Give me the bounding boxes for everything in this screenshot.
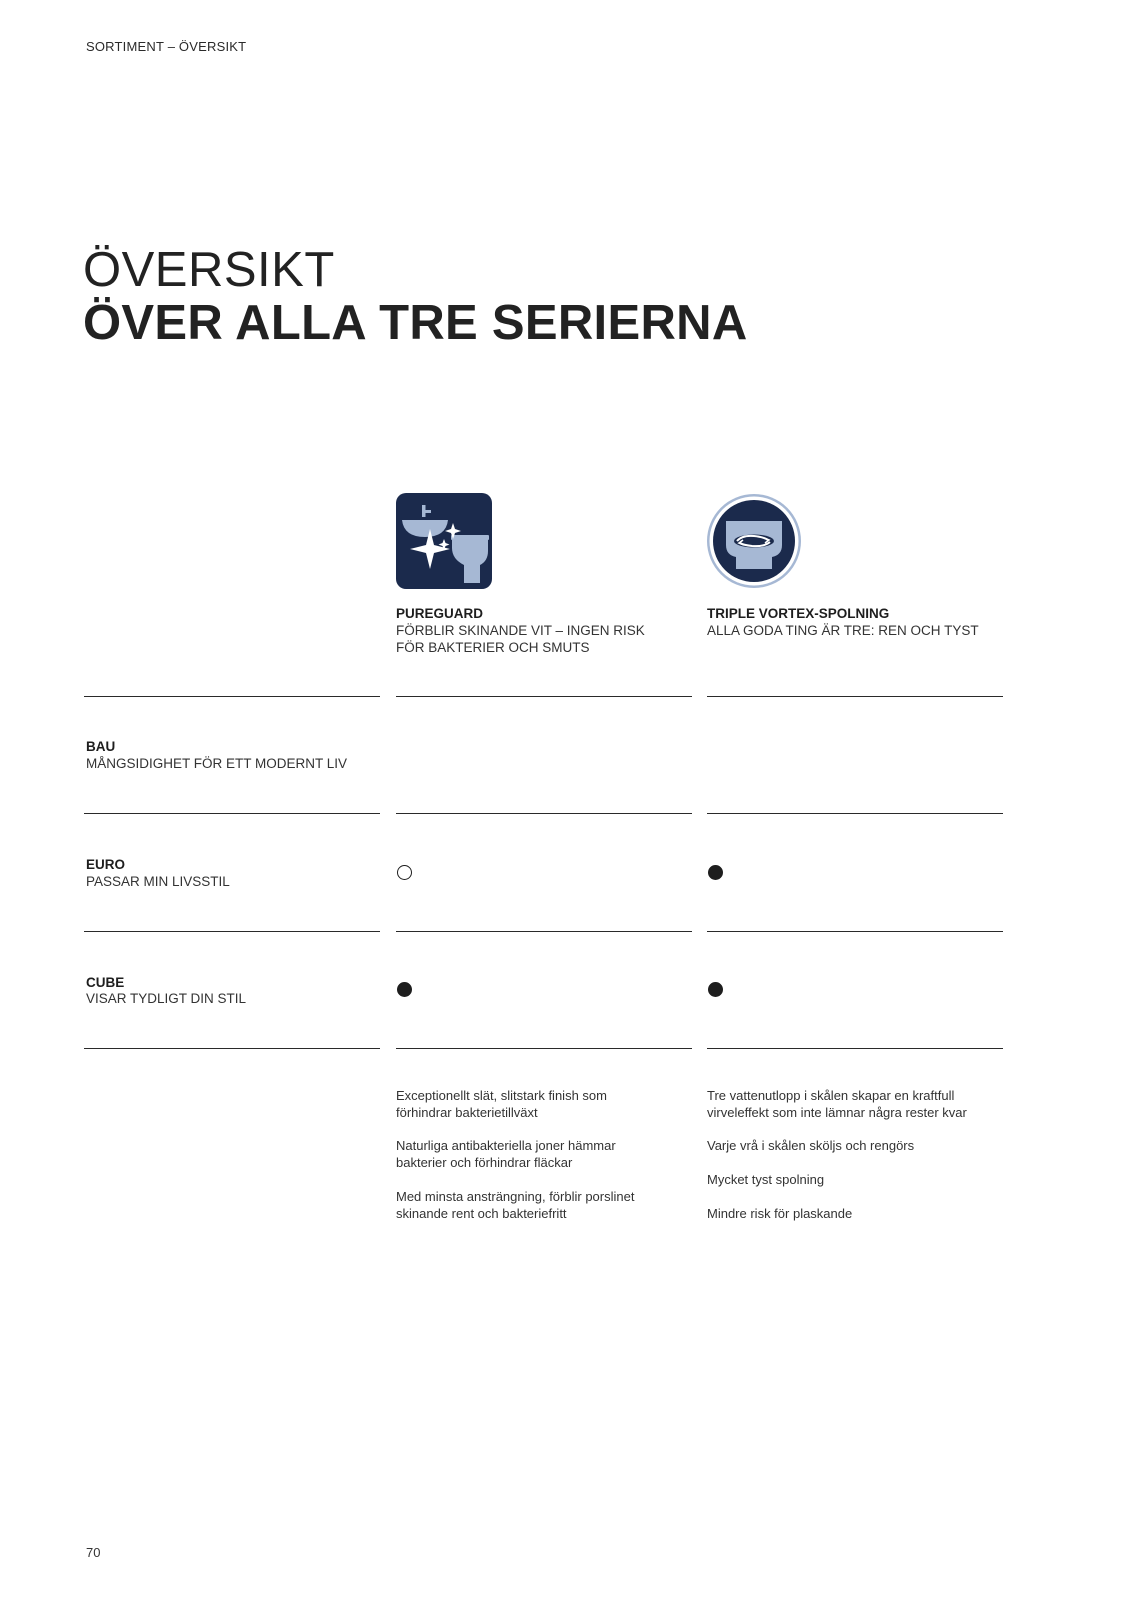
benefit-line: förhindrar bakterietillväxt xyxy=(396,1105,538,1120)
page-number: 70 xyxy=(86,1545,101,1560)
section-label: SORTIMENT – ÖVERSIKT xyxy=(86,39,247,54)
benefit-line: Naturliga antibakteriella joner hämmar xyxy=(396,1138,616,1153)
series-name-bau: BAU xyxy=(86,739,116,754)
benefit-line: Varje vrå i skålen sköljs och rengörs xyxy=(707,1138,915,1153)
benefit-line: Mycket tyst spolning xyxy=(707,1172,825,1187)
standard-feature-marker xyxy=(397,982,412,997)
feature-subtitle-vortex-1: ALLA GODA TING ÄR TRE: REN OCH TYST xyxy=(707,623,979,638)
divider xyxy=(84,931,380,932)
pureguard-icon xyxy=(396,493,492,589)
standard-feature-marker xyxy=(708,982,723,997)
benefit-line: Tre vattenutlopp i skålen skapar en kraftfull xyxy=(707,1088,955,1103)
divider xyxy=(84,1048,380,1049)
divider xyxy=(84,696,380,697)
series-name-euro: EURO xyxy=(86,857,126,872)
series-tagline-euro: PASSAR MIN LIVSSTIL xyxy=(86,874,230,889)
divider xyxy=(707,1048,1003,1049)
series-tagline-bau: MÅNGSIDIGHET FÖR ETT MODERNT LIV xyxy=(86,756,348,771)
vortex-benefit xyxy=(707,1205,1007,1222)
benefit-line: virveleffekt som inte lämnar några rester kvar xyxy=(707,1105,967,1120)
divider xyxy=(396,696,692,697)
benefit-line: Exceptionellt slät, slitstark finish som xyxy=(396,1088,607,1103)
standard-feature-marker xyxy=(708,865,723,880)
divider xyxy=(396,1048,692,1049)
series-tagline-cube: VISAR TYDLIGT DIN STIL xyxy=(86,991,247,1006)
vortex-benefit xyxy=(707,1137,1007,1154)
divider xyxy=(396,813,692,814)
divider xyxy=(707,696,1003,697)
page-title-line1: ÖVERSIKT xyxy=(83,243,335,297)
feature-title-pureguard: PUREGUARD xyxy=(396,606,484,621)
feature-title-vortex: TRIPLE VORTEX-SPOLNING xyxy=(707,606,890,621)
divider xyxy=(84,813,380,814)
benefit-line: Mindre risk för plaskande xyxy=(707,1206,853,1221)
benefit-line: skinande rent och bakteriefritt xyxy=(396,1206,567,1221)
benefit-line: bakterier och förhindrar fläckar xyxy=(396,1155,573,1170)
optional-feature-marker xyxy=(397,865,412,880)
pureguard-benefit xyxy=(396,1137,696,1171)
divider xyxy=(707,931,1003,932)
page-title-line2: ÖVER ALLA TRE SERIERNA xyxy=(83,296,748,350)
feature-subtitle-pureguard-1: FÖRBLIR SKINANDE VIT – INGEN RISK xyxy=(396,623,645,638)
divider xyxy=(396,931,692,932)
benefit-line: Med minsta ansträngning, förblir porslinet xyxy=(396,1189,635,1204)
vortex-benefit xyxy=(707,1171,1007,1188)
vortex-flush-icon xyxy=(706,493,802,589)
series-name-cube: CUBE xyxy=(86,975,125,990)
divider xyxy=(707,813,1003,814)
pureguard-benefit xyxy=(396,1087,696,1121)
pureguard-benefit xyxy=(396,1188,696,1222)
feature-subtitle-pureguard-2: FÖR BAKTERIER OCH SMUTS xyxy=(396,640,590,655)
vortex-benefit xyxy=(707,1087,1007,1121)
